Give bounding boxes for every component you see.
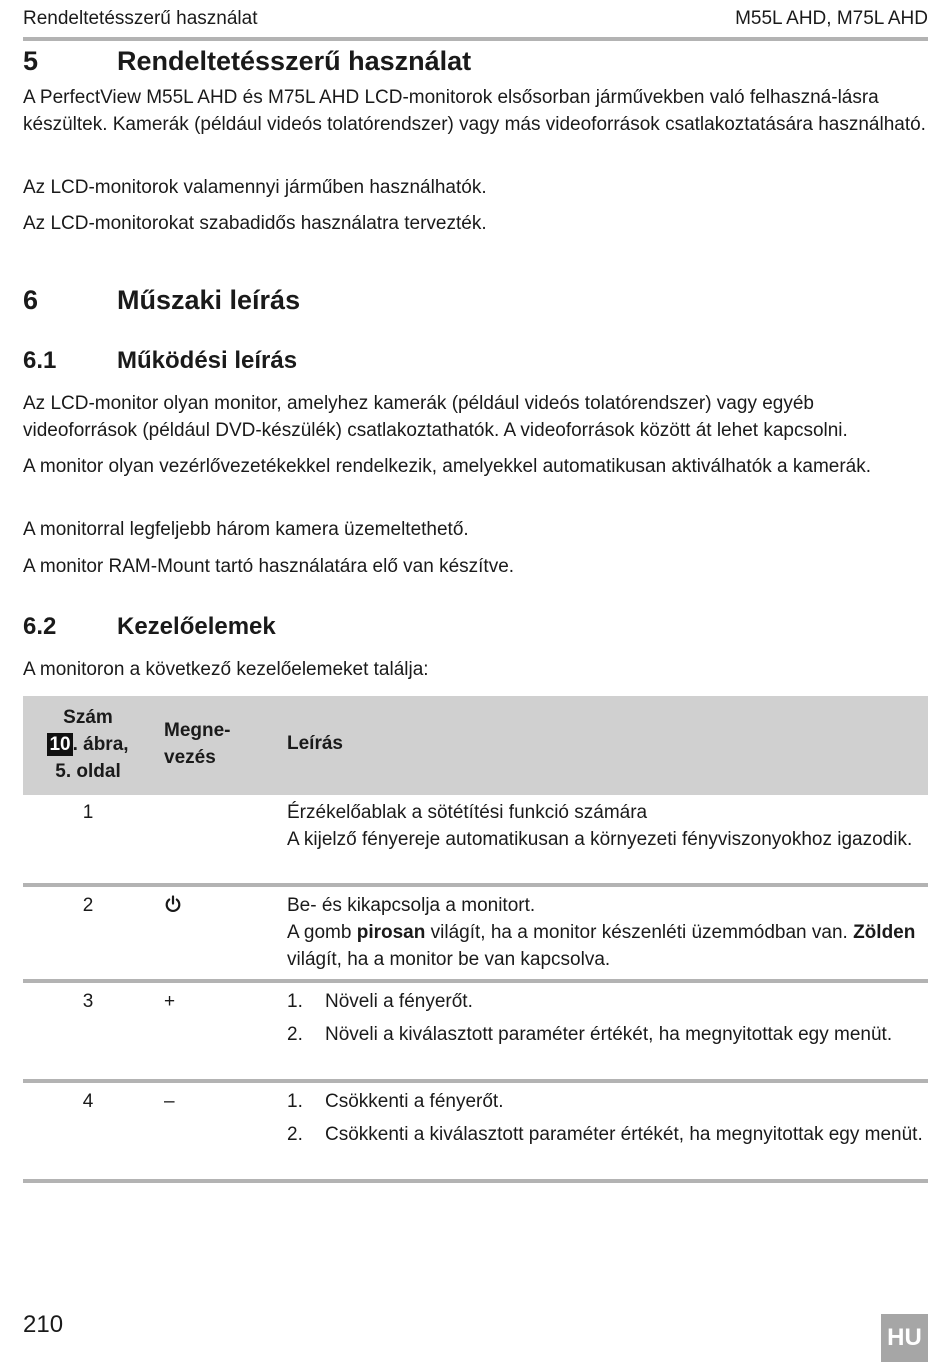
table-row xyxy=(23,1084,928,1176)
header-name-column xyxy=(164,717,274,771)
emphasis-red: pirosan xyxy=(356,922,426,943)
paragraph: Az LCD-monitorok valamennyi járműben használhatók. xyxy=(23,177,487,198)
table-row xyxy=(23,795,928,879)
description-text: A gomb xyxy=(287,922,357,943)
paragraph: Az LCD-monitor olyan monitor, amelyhez kamerák (például videós tolatórendszer) vagy egyéb videoforrások (például DVD-készülék) csatlakoztathatók. A videoforrások között át lehet kapcsolni. xyxy=(23,393,848,441)
list-text: Növeli a fényerőt. xyxy=(325,991,473,1012)
table-header xyxy=(23,696,928,795)
running-header xyxy=(23,8,928,30)
paragraph: A PerfectView M55L AHD és M75L AHD LCD-monitorok elsősorban járművekben való felhaszná-lásra készültek. Kamerák (például videós tolatórendszer) vagy más videoforrások csatlakoztatására használható. xyxy=(23,87,926,135)
section-number: 6.1 xyxy=(23,347,57,374)
chapter-title: Rendeltetésszerű használat xyxy=(117,46,472,76)
list-item xyxy=(287,1121,928,1148)
row-description xyxy=(287,1088,928,1148)
list-number: 1. xyxy=(287,991,303,1012)
language-badge: HU xyxy=(881,1314,928,1362)
section-6-1-heading xyxy=(23,346,928,376)
header-number-line1: Szám xyxy=(63,707,113,728)
row-number: 4 xyxy=(82,1091,94,1112)
row-number: 2 xyxy=(82,895,94,916)
header-number-line2 xyxy=(23,731,153,758)
list-item xyxy=(287,1021,928,1048)
list-number: 1. xyxy=(287,1091,303,1112)
list-text: Csökkenti a kiválasztott paraméter értékét, ha megnyitottak egy menüt. xyxy=(325,1124,923,1145)
description-line: A kijelző fényereje automatikusan a környezeti fényviszonyokhoz igazodik. xyxy=(287,829,913,850)
description-line: Érzékelőablak a sötétítési funkció számára xyxy=(287,802,648,823)
chapter-title: Műszaki leírás xyxy=(117,285,301,315)
header-divider xyxy=(23,37,928,41)
power-icon xyxy=(164,895,182,913)
header-section-title: Rendeltetésszerű használat xyxy=(23,8,258,29)
description-text: világít, ha a monitor be van kapcsolva. xyxy=(287,949,611,970)
header-model-names: M55L AHD, M75L AHD xyxy=(735,8,928,29)
page-number: 210 xyxy=(23,1311,64,1338)
header-description-column: Leírás xyxy=(287,733,343,754)
description-line xyxy=(287,919,928,973)
paragraph: A monitor olyan vezérlővezetékekkel rendelkezik, amelyekkel automatikusan aktiválhatók a kamerák. xyxy=(23,456,872,477)
list-number: 2. xyxy=(287,1024,303,1045)
row-name: + xyxy=(164,991,176,1012)
table-row xyxy=(23,888,928,976)
description-line: Be- és kikapcsolja a monitort. xyxy=(287,895,536,916)
chapter-6-heading xyxy=(23,283,928,317)
row-description xyxy=(287,892,928,973)
paragraph: A monitorral legfeljebb három kamera üzemeltethető. xyxy=(23,519,469,540)
section-title: Működési leírás xyxy=(117,347,298,374)
paragraph: Az LCD-monitorokat szabadidős használatra tervezték. xyxy=(23,213,487,234)
section-title: Kezelőelemek xyxy=(117,613,276,640)
list-item xyxy=(287,1088,928,1115)
row-name: – xyxy=(164,1091,175,1112)
chapter-number: 5 xyxy=(23,46,39,76)
row-name xyxy=(164,892,224,919)
list-text: Csökkenti a fényerőt. xyxy=(325,1091,504,1112)
table-bottom-rule xyxy=(23,1179,928,1183)
section-6-2-heading xyxy=(23,612,928,642)
row-divider xyxy=(23,979,928,983)
table-row xyxy=(23,984,928,1076)
figure-reference-badge: 10 xyxy=(49,734,71,755)
description-text: világít, ha a monitor készenléti üzemmódban van. xyxy=(425,922,854,943)
list-text: Növeli a kiválasztott paraméter értékét, ha megnyitottak egy menüt. xyxy=(325,1024,893,1045)
row-number: 3 xyxy=(82,991,94,1012)
paragraph: A monitor RAM-Mount tartó használatára elő van készítve. xyxy=(23,556,515,577)
list-number: 2. xyxy=(287,1124,303,1145)
row-divider xyxy=(23,883,928,887)
section-number: 6.2 xyxy=(23,613,57,640)
row-description xyxy=(287,988,928,1048)
list-item xyxy=(287,988,928,1015)
row-divider xyxy=(23,1079,928,1083)
header-name-line1: Megne- xyxy=(164,720,231,741)
table-intro: A monitoron a következő kezelőelemeket találja: xyxy=(23,659,429,680)
chapter-number: 6 xyxy=(23,285,39,315)
row-number: 1 xyxy=(82,802,94,823)
chapter-5-heading xyxy=(23,44,928,78)
header-number-column xyxy=(23,704,153,785)
emphasis-green: Zölden xyxy=(853,922,916,943)
header-number-line3: 5. oldal xyxy=(55,761,121,782)
row-description xyxy=(287,799,928,853)
header-number-line2-text: . ábra, xyxy=(72,734,129,755)
header-name-line2: vezés xyxy=(164,747,216,768)
